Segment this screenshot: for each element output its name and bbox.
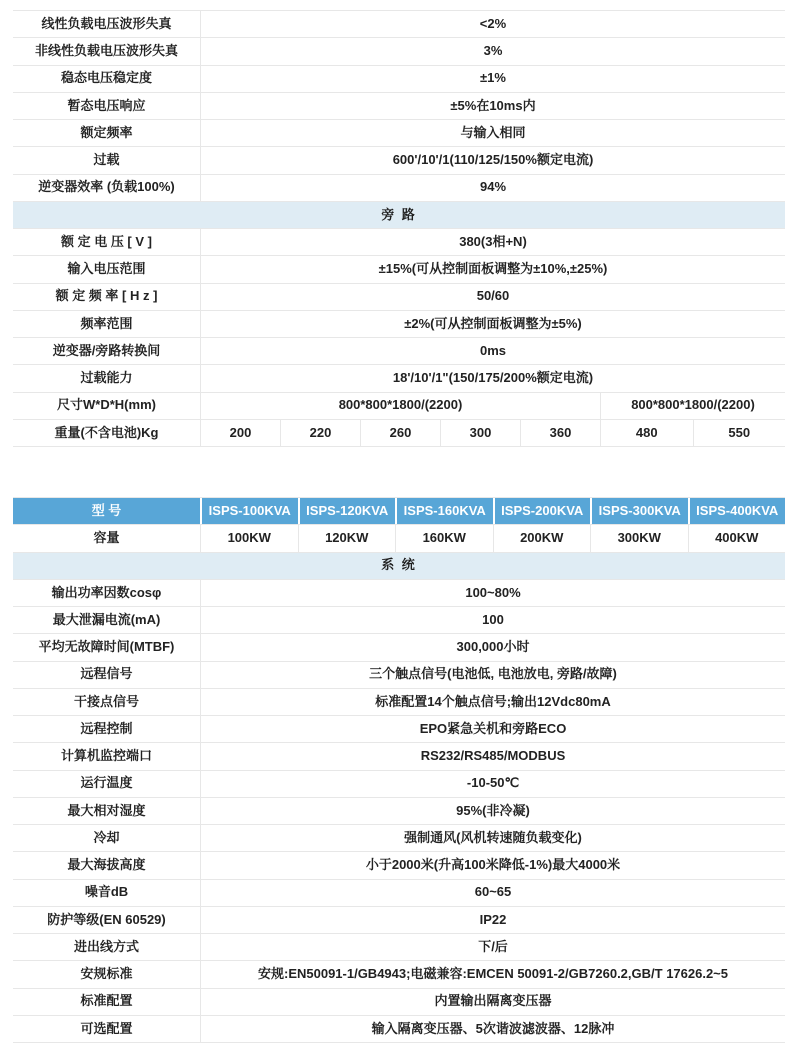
row-label: 最大相对湿度: [67, 802, 146, 818]
row-value: EPO紧急关机和旁路ECO: [200, 716, 785, 742]
table-row: [13, 771, 785, 798]
row-label: 额定频率: [80, 124, 133, 140]
table-row: [13, 1016, 785, 1043]
row-value-cell: 550: [693, 420, 786, 446]
row-label: 安规标准: [80, 966, 133, 982]
row-value-cell: 300KW: [590, 525, 688, 551]
row-value: 18'/10'/1"(150/175/200%额定电流): [200, 365, 785, 391]
row-label: 运行温度: [80, 775, 133, 791]
row-label: 冷却: [93, 829, 120, 845]
model-header-cell: ISPS-100KVA: [200, 498, 298, 524]
row-value: 380(3相+N): [200, 229, 785, 255]
row-value-cell: 400KW: [688, 525, 786, 551]
row-value-cell: 200KW: [493, 525, 591, 551]
table-row: [13, 311, 785, 338]
row-label: 逆变器/旁路转换间: [52, 342, 161, 358]
row-label: 线性负载电压波形失真: [41, 15, 172, 31]
row-label: 过载能力: [80, 370, 133, 386]
row-value: ±15%(可从控制面板调整为±10%,±25%): [200, 256, 785, 282]
row-value-cell: 800*800*1800/(2200): [600, 393, 785, 419]
table-row: [13, 961, 785, 988]
row-label: 输入电压范围: [67, 261, 146, 277]
row-value-cell: 200: [200, 420, 280, 446]
table-row: [13, 229, 785, 256]
row-label: 额 定 频 率 [ H z ]: [55, 288, 158, 304]
row-value-cell: 300: [440, 420, 520, 446]
table-row: [13, 393, 785, 420]
row-value-cell: 100KW: [200, 525, 298, 551]
row-value: <2%: [200, 11, 785, 37]
row-label: 计算机监控端口: [60, 748, 152, 764]
row-value-cell: 800*800*1800/(2200): [200, 393, 600, 419]
row-value: 3%: [200, 38, 785, 64]
table-row: [13, 93, 785, 120]
table-row: [13, 852, 785, 879]
table-row: [13, 662, 785, 689]
row-label: 标准配置: [80, 993, 133, 1009]
model-header-cell: ISPS-120KVA: [298, 498, 396, 524]
row-value-cell: 120KW: [298, 525, 396, 551]
table-row: [13, 880, 785, 907]
row-label: 尺寸W*D*H(mm): [57, 397, 156, 413]
table-row: [13, 798, 785, 825]
section-title: 旁 路: [381, 206, 417, 222]
row-value: 100: [200, 607, 785, 633]
table-row: [13, 284, 785, 311]
spec-table-models: [13, 497, 785, 1043]
row-label: 干接点信号: [73, 693, 139, 709]
table-row: [13, 420, 785, 447]
table-row: [13, 175, 785, 202]
table-row: [13, 38, 785, 65]
row-label: 进出线方式: [73, 938, 139, 954]
row-label: 暂态电压响应: [67, 97, 146, 113]
table-row: [13, 338, 785, 365]
row-label: 容量: [93, 530, 120, 546]
spec-table-upper: [13, 10, 785, 447]
row-value: IP22: [200, 907, 785, 933]
row-label: 噪音dB: [84, 884, 129, 900]
table-row: [13, 66, 785, 93]
table-row: [13, 525, 785, 552]
table-row: [13, 120, 785, 147]
row-value: 输入隔离变压器、5次谐波滤波器、12脉冲: [200, 1016, 785, 1042]
row-value-cell: 160KW: [395, 525, 493, 551]
row-value: 50/60: [200, 284, 785, 310]
row-value: 三个触点信号(电池低, 电池放电, 旁路/故障): [200, 662, 785, 688]
table-row: [13, 256, 785, 283]
row-value: 94%: [200, 175, 785, 201]
table-row: [13, 689, 785, 716]
row-value: 95%(非冷凝): [200, 798, 785, 824]
row-value: -10-50℃: [200, 771, 785, 797]
row-value: 小于2000米(升高100米降低-1%)最大4000米: [200, 852, 785, 878]
table-row: [13, 743, 785, 770]
table-row: [13, 365, 785, 392]
row-label: 远程控制: [80, 720, 133, 736]
row-label: 逆变器效率 (负载100%): [38, 179, 175, 195]
row-value-cell: 220: [280, 420, 360, 446]
row-label: 最大海拔高度: [67, 857, 146, 873]
row-label: 防护等级(EN 60529): [47, 911, 166, 927]
model-header-cell: ISPS-400KVA: [688, 498, 786, 524]
row-label: 远程信号: [80, 666, 133, 682]
row-value: 600'/10'/1(110/125/150%额定电流): [200, 147, 785, 173]
row-value: 与输入相同: [200, 120, 785, 146]
table-row: [13, 147, 785, 174]
row-value: 标准配置14个触点信号;输出12Vdc80mA: [200, 689, 785, 715]
section-title: 系 统: [381, 557, 417, 573]
row-value: 强制通风(风机转速随负载变化): [200, 825, 785, 851]
model-header-cell: ISPS-160KVA: [395, 498, 493, 524]
row-label: 可选配置: [80, 1020, 133, 1036]
table-row: [13, 716, 785, 743]
table-row: [13, 907, 785, 934]
row-label: 频率范围: [80, 315, 133, 331]
row-value: 60~65: [200, 880, 785, 906]
row-label: 额 定 电 压 [ V ]: [60, 233, 152, 249]
table-row: [13, 989, 785, 1016]
table-row: [13, 607, 785, 634]
model-header-cell: ISPS-300KVA: [590, 498, 688, 524]
row-value-cell: 260: [360, 420, 440, 446]
row-value: 100~80%: [200, 580, 785, 606]
table-row: [13, 825, 785, 852]
section-band-row: [13, 553, 785, 580]
row-value: 300,000小时: [200, 634, 785, 660]
row-label: 非线性负载电压波形失真: [34, 43, 178, 59]
table-row: [13, 634, 785, 661]
model-header-cell: ISPS-200KVA: [493, 498, 591, 524]
row-label: 最大泄漏电流(mA): [52, 611, 161, 627]
row-value-cell: 480: [600, 420, 693, 446]
row-value: 下/后: [200, 934, 785, 960]
row-value: ±2%(可从控制面板调整为±5%): [200, 311, 785, 337]
table-row: [13, 934, 785, 961]
row-value: 内置输出隔离变压器: [200, 989, 785, 1015]
row-label: 稳态电压稳定度: [60, 70, 152, 86]
row-value: 安规:EN50091-1/GB4943;电磁兼容:EMCEN 50091-2/GB7260.2,GB/T 17626.2~5: [200, 961, 785, 987]
model-header-row: [13, 498, 785, 525]
row-label: 型 号: [91, 502, 122, 518]
section-band-row: [13, 202, 785, 229]
row-label: 输出功率因数cosφ: [51, 584, 162, 600]
row-value: 0ms: [200, 338, 785, 364]
table-row: [13, 11, 785, 38]
row-label: 重量(不含电池)Kg: [54, 424, 159, 440]
row-value: ±5%在10ms内: [200, 93, 785, 119]
row-value: ±1%: [200, 66, 785, 92]
row-value: RS232/RS485/MODBUS: [200, 743, 785, 769]
table-row: [13, 580, 785, 607]
row-label: 过载: [93, 152, 120, 168]
row-value-cell: 360: [520, 420, 600, 446]
row-label: 平均无故障时间(MTBF): [38, 639, 175, 655]
